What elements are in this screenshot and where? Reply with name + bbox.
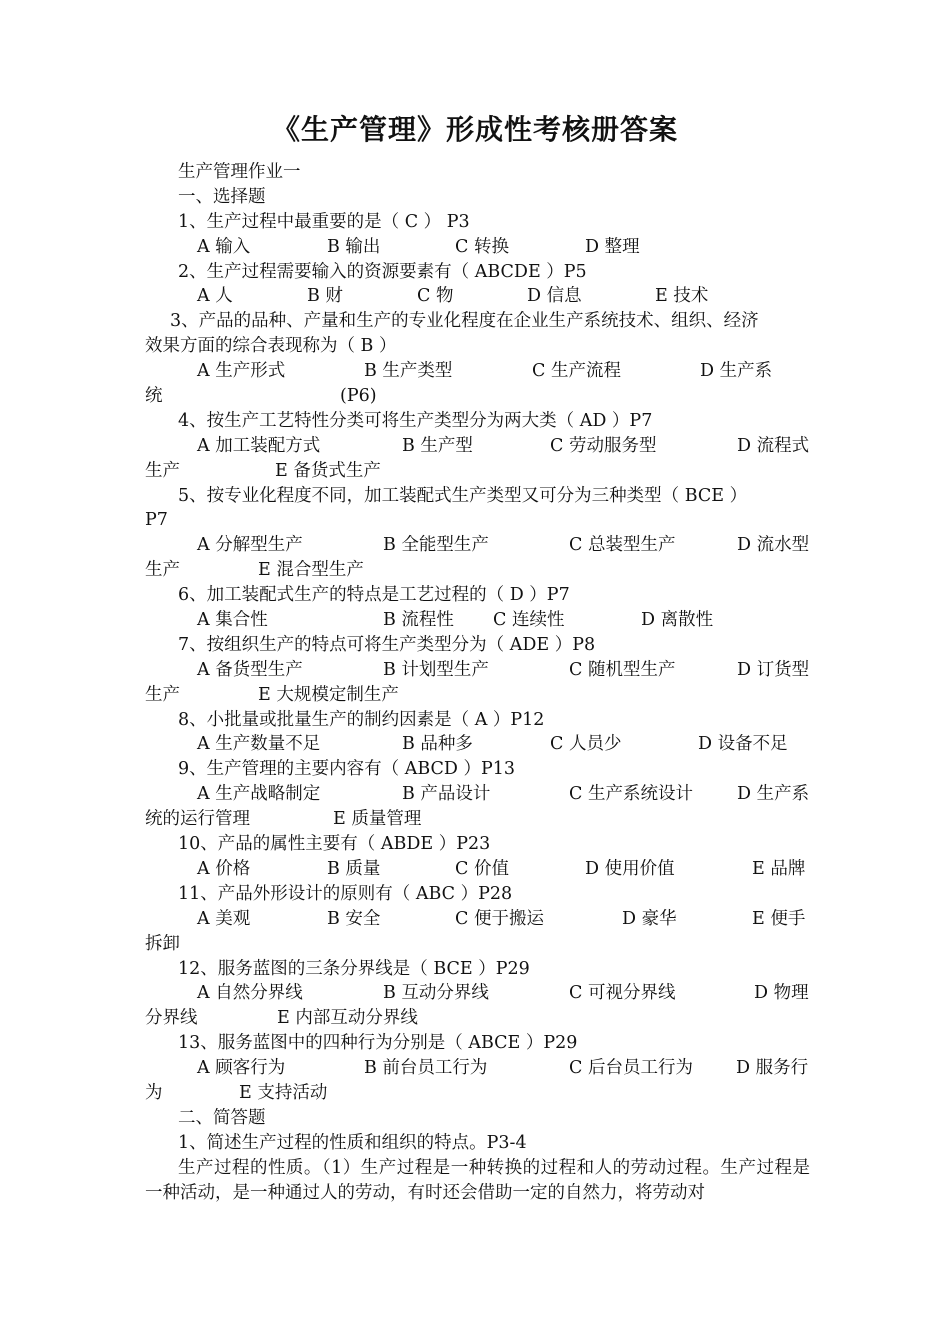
option: B 输出 (327, 236, 381, 257)
option: A 美观 (197, 908, 251, 929)
question-3-continued: 效果方面的综合表现称为（ B ） (145, 336, 397, 357)
question-5-options (145, 533, 810, 558)
option-continued: 统的运行管理 (145, 809, 250, 830)
option: D 服务行 (736, 1058, 809, 1079)
option: D 信息 (527, 286, 582, 307)
option: A 价格 (197, 858, 251, 879)
option: C 随机型生产 (569, 659, 676, 680)
option: D 流水型 (737, 535, 810, 556)
question-2-options (145, 284, 810, 309)
option: E 质量管理 (333, 809, 422, 830)
section-heading-short-answer: 二、简答题 (178, 1107, 266, 1128)
question-5-page: P7 (145, 510, 168, 531)
option: A 输入 (197, 236, 251, 257)
option: E 混合型生产 (258, 560, 364, 581)
question-4-options (145, 434, 810, 459)
option: D 设备不足 (698, 734, 788, 755)
option: C 生产系统设计 (569, 784, 693, 805)
option: E 便手 (752, 908, 806, 929)
option: D 生产系 (700, 361, 773, 382)
option: B 财 (307, 286, 343, 307)
option: B 质量 (327, 858, 381, 879)
question-11-options-continued: 拆卸 (145, 933, 180, 954)
answer-paragraph: 生产过程的性质。（1）生产过程是一种转换的过程和人的劳动过程。生产过程是一种活动，是一种通过人的劳动，有时还会借助一定的自然力，将劳动对 (145, 1157, 810, 1203)
question-5: 5、按专业化程度不同，加工装配式生产类型又可分为三种类型（ BCE ） (178, 485, 748, 506)
option: C 连续性 (493, 610, 565, 631)
question-9: 9、生产管理的主要内容有（ ABCD ）P13 (178, 759, 516, 780)
section-heading-choice: 一、选择题 (178, 186, 266, 207)
option: E 备货式生产 (275, 460, 381, 481)
question-13: 13、服务蓝图中的四种行为分别是（ ABCE ）P29 (178, 1033, 578, 1054)
question-7-options-continued (145, 683, 810, 708)
assignment-heading: 生产管理作业一 (178, 162, 301, 182)
option: A 备货型生产 (197, 659, 303, 680)
question-3: 3、产品的品种、产量和生产的专业化程度在企业生产系统技术、组织、经济 (170, 311, 759, 332)
question-12-options (145, 981, 810, 1006)
question-3-options-continued (145, 384, 810, 409)
question-7-options (145, 658, 810, 683)
question-12: 12、服务蓝图的三条分界线是（ BCE ）P29 (178, 958, 530, 979)
option: A 生产战略制定 (197, 784, 321, 805)
option: D 整理 (585, 236, 640, 257)
option: D 流程式 (737, 435, 810, 456)
option: B 生产型 (402, 435, 473, 456)
option-continued: 统 (145, 386, 163, 407)
question-8: 8、小批量或批量生产的制约因素是（ A ）P12 (178, 709, 545, 730)
question-1: 1、生产过程中最重要的是（ C ） P3 (178, 211, 470, 232)
option: B 品种多 (402, 734, 473, 755)
document-title: 《生产管理》形成性考核册答案 (271, 113, 678, 146)
option-continued: 生产 (145, 460, 180, 481)
option: C 劳动服务型 (550, 435, 657, 456)
question-13-options-continued (145, 1081, 810, 1106)
option-continued: 分界线 (145, 1008, 198, 1029)
option-continued: 为 (145, 1082, 163, 1103)
question-4-options-continued (145, 459, 810, 484)
question-2: 2、生产过程需要输入的资源要素有（ ABCDE ）P5 (178, 261, 587, 282)
option: A 集合性 (197, 610, 268, 631)
option: A 生产数量不足 (197, 734, 321, 755)
option: D 豪华 (622, 908, 677, 929)
option: C 价值 (455, 858, 509, 879)
option: B 计划型生产 (383, 659, 489, 680)
option: C 人员少 (550, 734, 622, 755)
question-8-options (145, 732, 810, 757)
option: D 使用价值 (585, 858, 675, 879)
question-6-options (145, 608, 810, 633)
option: A 分解型生产 (197, 535, 303, 556)
short-answer-question-1: 1、简述生产过程的性质和组织的特点。P3-4 (178, 1132, 527, 1153)
option: A 加工装配方式 (197, 435, 321, 456)
page-reference: (P6) (340, 386, 377, 407)
question-1-options (145, 235, 810, 260)
option-continued: 生产 (145, 560, 180, 581)
option: D 离散性 (641, 610, 714, 631)
option: C 物 (417, 286, 454, 307)
option: E 内部互动分界线 (277, 1008, 418, 1029)
option: C 生产流程 (532, 361, 621, 382)
option: D 生产系 (737, 784, 810, 805)
option: B 安全 (327, 908, 381, 929)
option: B 生产类型 (364, 361, 453, 382)
option: A 生产形式 (197, 361, 286, 382)
question-7: 7、按组织生产的特点可将生产类型分为（ ADE ）P8 (178, 634, 596, 655)
question-11: 11、产品外形设计的原则有（ ABC ）P28 (178, 883, 513, 904)
option: E 支持活动 (239, 1082, 328, 1103)
option: E 技术 (655, 286, 709, 307)
option: C 后台员工行为 (569, 1058, 693, 1079)
option: A 人 (197, 286, 233, 307)
option: C 转换 (455, 236, 509, 257)
option: B 互动分界线 (383, 983, 489, 1004)
question-11-options (145, 907, 810, 932)
question-13-options (145, 1056, 810, 1081)
question-6: 6、加工装配式生产的特点是工艺过程的（ D ）P7 (178, 585, 570, 606)
option: D 物理 (754, 983, 809, 1004)
document-body (145, 160, 810, 1205)
question-9-options (145, 782, 810, 807)
option: C 总装型生产 (569, 535, 676, 556)
option: D 订货型 (737, 659, 810, 680)
question-3-options (145, 359, 810, 384)
option: B 前台员工行为 (364, 1058, 488, 1079)
question-12-options-continued (145, 1006, 810, 1031)
option: E 品牌 (752, 858, 806, 879)
option: B 流程性 (383, 610, 454, 631)
option: E 大规模定制生产 (258, 684, 399, 705)
question-5-options-continued (145, 558, 810, 583)
option-continued: 生产 (145, 684, 180, 705)
question-9-options-continued (145, 807, 810, 832)
question-10-options (145, 857, 810, 882)
question-10: 10、产品的属性主要有（ ABDE ）P23 (178, 834, 491, 855)
option: B 产品设计 (402, 784, 491, 805)
option: B 全能型生产 (383, 535, 489, 556)
option: C 可视分界线 (569, 983, 676, 1004)
option: A 自然分界线 (197, 983, 303, 1004)
option: A 顾客行为 (197, 1058, 286, 1079)
question-4: 4、按生产工艺特性分类可将生产类型分为两大类（ AD ）P7 (178, 410, 653, 431)
option: C 便于搬运 (455, 908, 544, 929)
